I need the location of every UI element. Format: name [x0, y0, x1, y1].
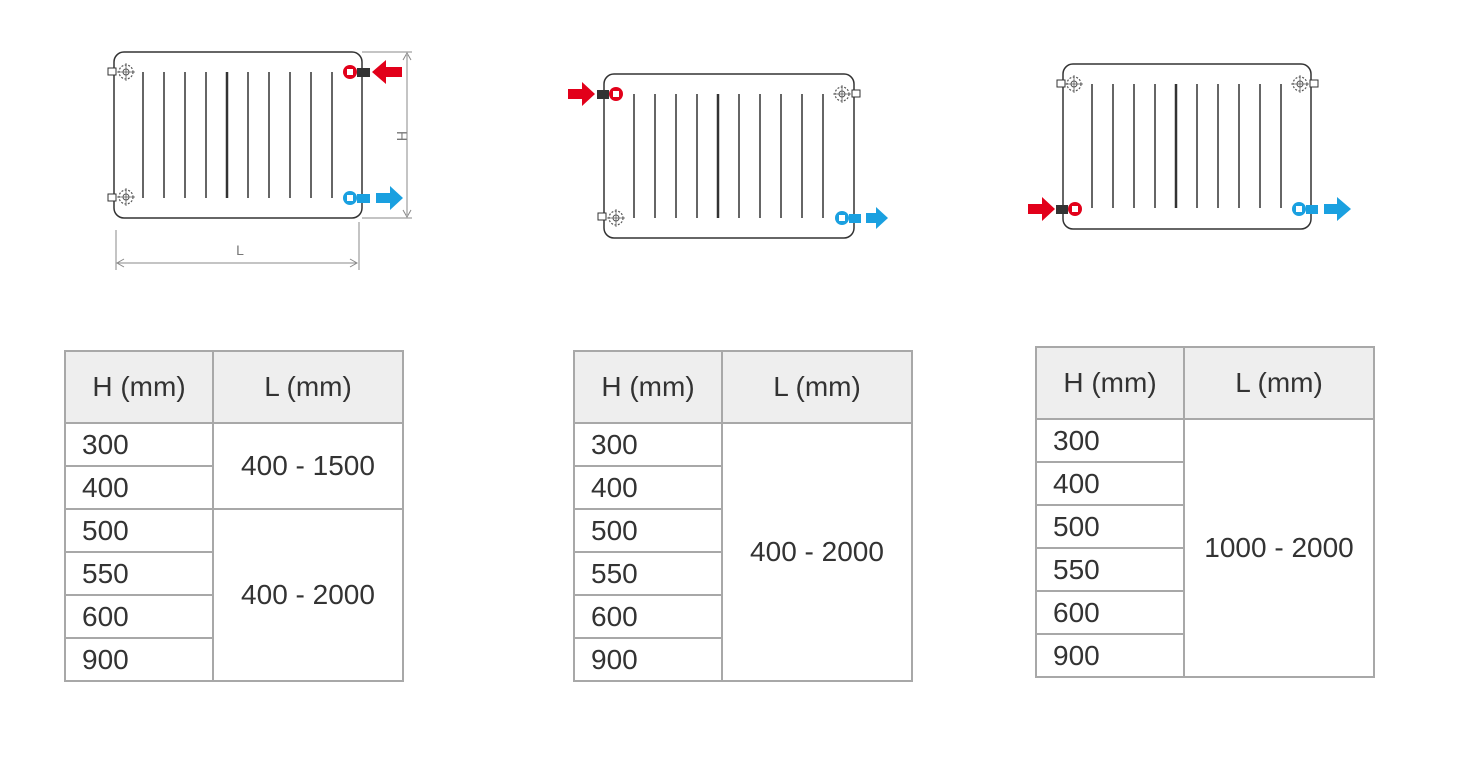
length-range-cell: 1000 - 2000 — [1184, 419, 1374, 677]
length-label: L — [236, 242, 244, 258]
height-cell: 500 — [1036, 505, 1184, 548]
radiator-2 — [568, 74, 888, 238]
supply-arrow-icon — [568, 82, 595, 106]
radiator-1 — [108, 52, 412, 270]
header-height: H (mm) — [65, 351, 213, 423]
return-arrow-icon — [1324, 197, 1351, 221]
height-cell: 550 — [65, 552, 213, 595]
height-cell: 900 — [65, 638, 213, 681]
height-cell: 400 — [574, 466, 722, 509]
length-range-cell: 400 - 1500 — [213, 423, 403, 509]
height-cell: 900 — [1036, 634, 1184, 677]
length-range-cell: 400 - 2000 — [722, 423, 912, 681]
radiator-diagrams — [0, 0, 1462, 300]
height-label: H — [394, 130, 410, 142]
length-range-cell: 400 - 2000 — [213, 509, 403, 681]
height-cell: 400 — [1036, 462, 1184, 505]
height-cell: 300 — [65, 423, 213, 466]
header-length: L (mm) — [213, 351, 403, 423]
height-cell: 300 — [1036, 419, 1184, 462]
supply-arrow-icon — [372, 60, 402, 84]
height-cell: 550 — [574, 552, 722, 595]
height-cell: 300 — [574, 423, 722, 466]
header-length: L (mm) — [1184, 347, 1374, 419]
radiator-3 — [1028, 64, 1351, 229]
height-cell: 500 — [574, 509, 722, 552]
return-arrow-icon — [866, 207, 888, 229]
supply-arrow-icon — [1028, 197, 1055, 221]
height-cell: 600 — [1036, 591, 1184, 634]
size-table-1 — [64, 350, 404, 682]
header-height: H (mm) — [1036, 347, 1184, 419]
header-height: H (mm) — [574, 351, 722, 423]
size-table-2 — [573, 350, 913, 682]
height-cell: 500 — [65, 509, 213, 552]
size-table-3 — [1035, 346, 1375, 678]
height-cell: 900 — [574, 638, 722, 681]
return-arrow-icon — [376, 186, 403, 210]
height-cell: 550 — [1036, 548, 1184, 591]
height-cell: 400 — [65, 466, 213, 509]
header-length: L (mm) — [722, 351, 912, 423]
height-cell: 600 — [574, 595, 722, 638]
height-cell: 600 — [65, 595, 213, 638]
